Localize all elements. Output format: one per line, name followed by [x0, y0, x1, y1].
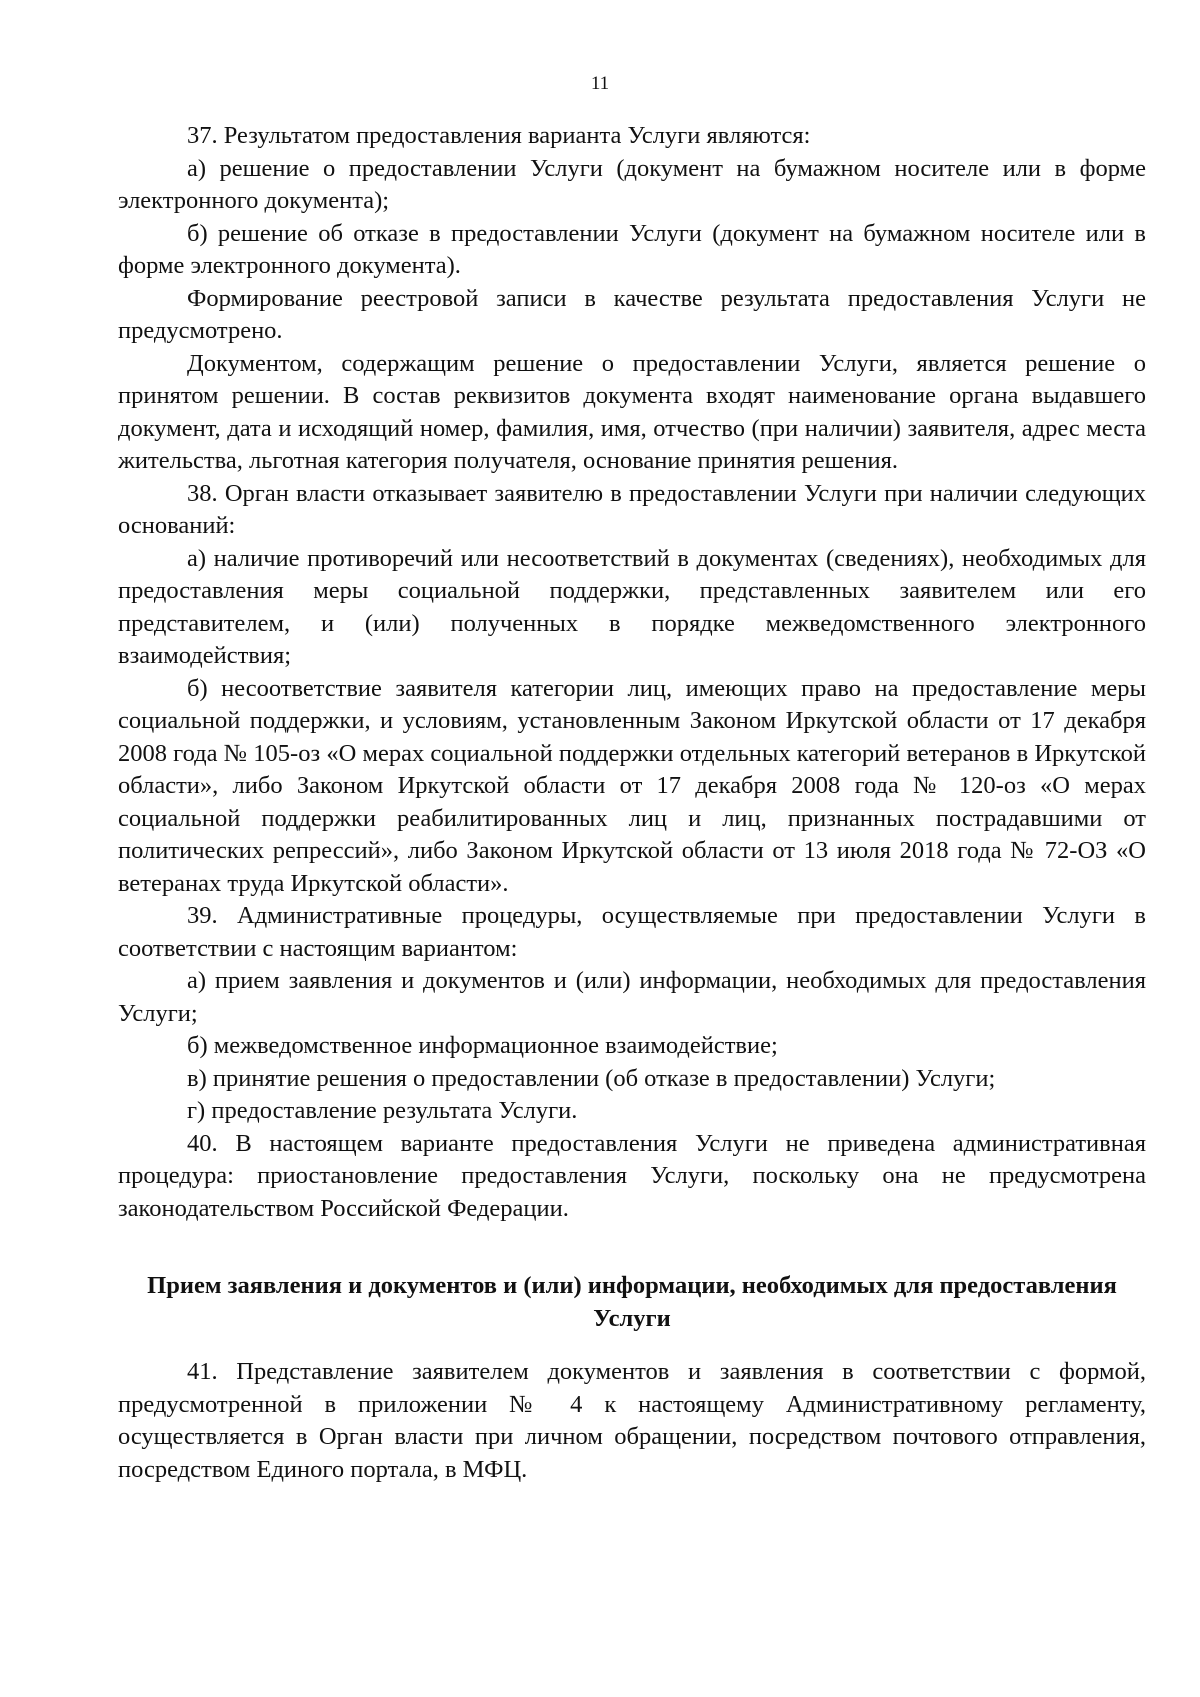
paragraph-38-b: б) несоответствие заявителя категории лиц, имеющих право на предоставление меры социальной поддержки, и условиям, установленным Законом Иркутской области от 17 декабря 2008 года № 105-оз «О мерах социальной поддержки отдельных категорий ветеранов в Иркутской области», либо Законом Иркутской области от 17 декабря 2008 года № 120-оз «О мерах социальной поддержки реабилитированных лиц и лиц, признанных пострадавшими от политических репрессий», либо Законом Иркутской области от 13 июля 2018 года № 72-ОЗ «О ветеранах труда Иркутской области».: [118, 674, 1146, 897]
paragraph-38: 38. Орган власти отказывает заявителю в предоставлении Услуги при наличии следующих оснований:: [118, 479, 1146, 539]
paragraph-37-a: а) решение о предоставлении Услуги (документ на бумажном носителе или в форме электронного документа);: [118, 154, 1146, 214]
paragraph-registry-record: Формирование реестровой записи в качестве результата предоставления Услуги не предусмотрено.: [118, 284, 1146, 344]
paragraph-39-b: б) межведомственное информационное взаимодействие;: [187, 1032, 778, 1059]
paragraph-41: 41. Представление заявителем документов и заявления в соответствии с формой, предусмотренной в приложении № 4 к настоящему Административному регламенту, осуществляется в Орган власти при личном обращении, посредством почтового отправления, посредством Единого портала, в МФЦ.: [118, 1358, 1146, 1483]
paragraph-decision-document: Документом, содержащим решение о предоставлении Услуги, является решение о принятом решении. В состав реквизитов документа входят наименование органа выдавшего документ, дата и исходящий номер, фамилия, имя, отчество (при наличии) заявителя, адрес места жительства, льготная категория получателя, основание принятия решения.: [118, 349, 1146, 474]
paragraph-37: 37. Результатом предоставления варианта Услуги являются:: [187, 122, 811, 149]
page-number: 11: [590, 73, 610, 94]
paragraph-40: 40. В настоящем варианте предоставления Услуги не приведена административная процедура: приостановление предоставления Услуги, поскольку она не предусмотрена законодательством Российской Федерации.: [118, 1129, 1146, 1222]
paragraph-39: 39. Административные процедуры, осуществляемые при предоставлении Услуги в соответствии с настоящим вариантом:: [118, 902, 1146, 962]
paragraph-38-a: а) наличие противоречий или несоответствий в документах (сведениях), необходимых для предоставления меры социальной поддержки, представленных заявителем или его представителем, и (или) полученных в порядке межведомственного электронного взаимодействия;: [118, 544, 1146, 669]
document-body: [118, 120, 1146, 1486]
paragraph-37-b: б) решение об отказе в предоставлении Услуги (документ на бумажном носителе или в форме электронного документа).: [118, 219, 1146, 279]
paragraph-39-v: в) принятие решения о предоставлении (об отказе в предоставлении) Услуги;: [187, 1064, 996, 1092]
paragraph-39-a: а) прием заявления и документов и (или) информации, необходимых для предоставления Услуги;: [118, 967, 1146, 1027]
section-heading: Прием заявления и документов и (или) информации, необходимых для предоставления Услуги: [147, 1272, 1117, 1332]
paragraph-39-g: г) предоставление результата Услуги.: [187, 1097, 578, 1124]
